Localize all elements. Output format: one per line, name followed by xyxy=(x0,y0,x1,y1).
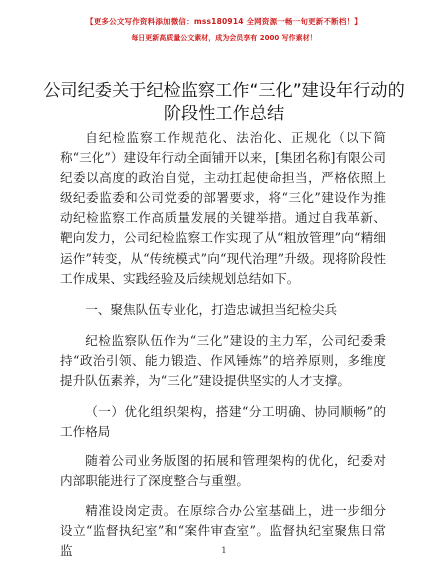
promo-line-1: 【更多公文写作资料添加微信：mss180914 全网资源一畅一旬更新不断档！】 xyxy=(86,17,362,26)
section-1-paragraph: 纪检监察队伍作为“三化”建设的主力军，公司纪委秉持“政治引领、能力锻造、作风锤炼”的培养原则，多维度提升队伍素养，为“三化”建设提供坚实的人才支撑。 xyxy=(60,332,386,389)
document-title: 公司纪委关于纪检监察工作“三化”建设年行动的阶段性工作总结 xyxy=(43,81,405,124)
subsection-heading-1: （一）优化组织架构，搭建“分工明确、协同顺畅”的工作格局 xyxy=(60,404,386,440)
section-heading-1: 一、聚焦队伍专业化，打造忠诚担当纪检尖兵 xyxy=(85,301,338,317)
intro-paragraph: 自纪检监察工作规范化、法治化、正规化（以下简称“三化”）建设年行动全面铺开以来，[集团名称]有限公司纪委以高度的政治自觉，主动扛起使命担当，严格依照上级纪委监委和公司党委的部署要求，将“三化”建设作为推动纪检监察工作高质量发展的关键举措。通过自我革新、靶向发力，公司纪检监察工作实现了从“粗放管理”向“精细运作”转变，从“传统模式”向“现代治理”升级。现将阶段性工作成果、实践经验及后续规划总结如下。 xyxy=(60,130,386,286)
document-body xyxy=(60,128,386,561)
subsection-paragraph: 随着公司业务版图的拓展和管理架构的优化，纪委对内部职能进行了深度整合与重塑。 xyxy=(60,453,386,489)
page-number: 1 xyxy=(221,546,227,556)
subsection-paragraph-2: 精准设岗定责。在原综合办公室基础上，进一步细分设立“监督执纪室”和“案件审查室”。监督执纪室聚焦日常监 xyxy=(60,502,386,558)
promo-banner xyxy=(0,14,448,46)
promo-line-2: 每日更新高质量公文素材，成为会员享有 2000 写作素材！ xyxy=(131,34,317,42)
